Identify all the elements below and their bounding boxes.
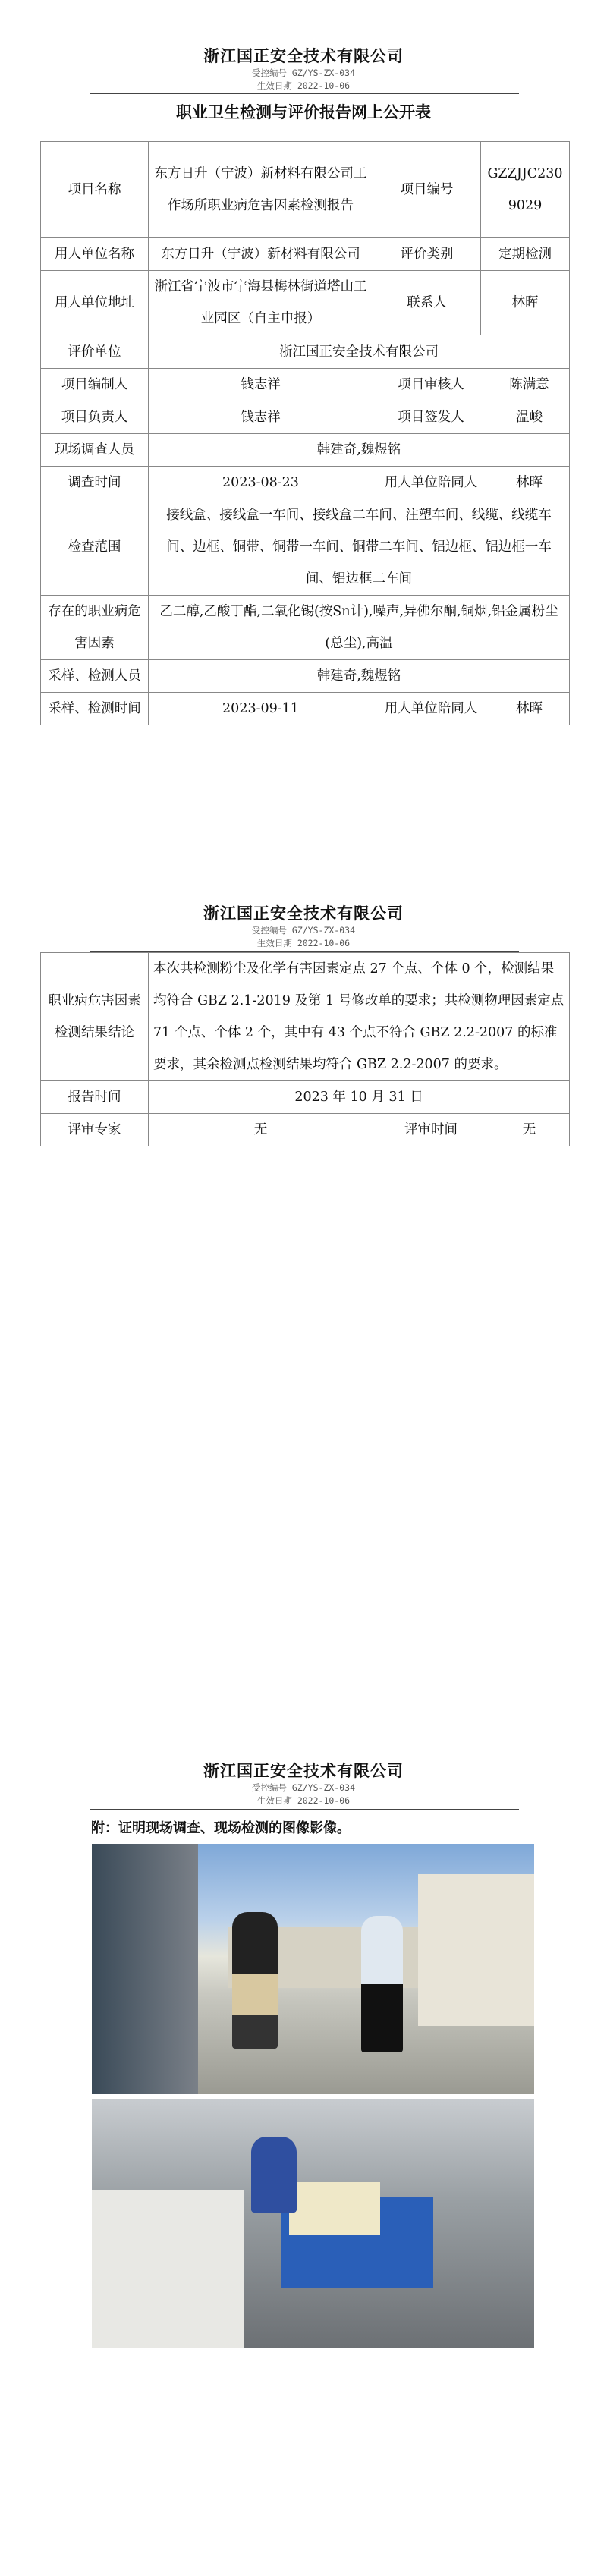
hazard-factors: 乙二醇,乙酸丁酯,二氧化锡(按Sn计),噪声,异佛尔酮,铜烟,铝金属粉尘(总尘),高温 (149, 596, 570, 660)
review-experts: 无 (149, 1114, 373, 1146)
cell-label: 现场调查人员 (41, 434, 149, 467)
samplers: 韩建奇,魏煜铭 (149, 660, 570, 693)
effective-date: 生效日期 2022-10-06 (256, 1795, 351, 1806)
conclusion-text: 本次共检测粉尘及化学有害因素定点 27 个点、个体 0 个，检测结果均符合 GBZ 2.1-2019 及第 1 号修改单的要求；共检测物理因素定点 71 个点、个体 2 个，其中有 43 个点不符合 GBZ 2.2-2007 的标准要求，其余检测点检测结果均符合 GBZ 2.2-2007 的要求。 (149, 953, 570, 1081)
header-divider (90, 93, 519, 94)
effective-date: 生效日期 2022-10-06 (256, 80, 351, 91)
cell-label: 采样、检测时间 (41, 693, 149, 725)
cell-label: 项目审核人 (373, 369, 489, 401)
eval-unit: 浙江国正安全技术有限公司 (149, 335, 570, 369)
sample-time: 2023-09-11 (149, 693, 373, 725)
cell-label: 职业病危害因素检测结果结论 (41, 953, 149, 1081)
surveyors: 韩建奇,魏煜铭 (149, 434, 570, 467)
control-number: 受控编号 GZ/YS-ZX-034 (251, 1782, 355, 1793)
cell-label: 评价单位 (41, 335, 149, 369)
cell-label: 项目负责人 (41, 401, 149, 434)
page3-header (0, 1759, 607, 1807)
cell-label: 项目编制人 (41, 369, 149, 401)
contact: 林晖 (481, 271, 570, 335)
appendix-note: 附：证明现场调查、现场检测的图像影像。 (91, 1820, 351, 1836)
reviewer: 陈满意 (489, 369, 570, 401)
cell-label: 用人单位陪同人 (373, 693, 489, 725)
site-testing-photo (92, 2099, 534, 2348)
cell-label: 用人单位名称 (41, 238, 149, 271)
project-number: GZZJJC2309029 (481, 142, 570, 238)
project-name: 东方日升（宁波）新材料有限公司工作场所职业病危害因素检测报告 (149, 142, 373, 238)
compiler: 钱志祥 (149, 369, 373, 401)
issuer: 温峻 (489, 401, 570, 434)
cell-label: 采样、检测人员 (41, 660, 149, 693)
page1-header (0, 44, 607, 93)
companion: 林晖 (489, 467, 570, 499)
document-title: 职业卫生检测与评价报告网上公开表 (176, 102, 431, 121)
conclusion-table (40, 952, 570, 1146)
header-divider (90, 1809, 519, 1810)
cell-label: 项目签发人 (373, 401, 489, 434)
cell-label: 评审专家 (41, 1114, 149, 1146)
employer-name: 东方日升（宁波）新材料有限公司 (149, 238, 373, 271)
cell-label: 项目名称 (41, 142, 149, 238)
disclosure-table (40, 141, 570, 725)
cell-label: 评价类别 (373, 238, 481, 271)
company-name: 浙江国正安全技术有限公司 (203, 46, 404, 65)
companion-2: 林晖 (489, 693, 570, 725)
company-name: 浙江国正安全技术有限公司 (203, 904, 404, 923)
cell-label: 项目编号 (373, 142, 481, 238)
survey-time: 2023-08-23 (149, 467, 373, 499)
control-number: 受控编号 GZ/YS-ZX-034 (251, 925, 355, 936)
cell-label: 用人单位陪同人 (373, 467, 489, 499)
cell-label: 联系人 (373, 271, 481, 335)
company-name: 浙江国正安全技术有限公司 (203, 1761, 404, 1780)
control-number: 受控编号 GZ/YS-ZX-034 (251, 68, 355, 78)
inspection-scope: 接线盒、接线盒一车间、接线盒二车间、注塑车间、线缆、线缆车间、边框、铜带、铜带一车间、铜带二车间、铝边框、铝边框一车间、铝边框二车间 (149, 499, 570, 596)
employer-address: 浙江省宁波市宁海县梅林街道塔山工业园区（自主申报） (149, 271, 373, 335)
report-time: 2023 年 10 月 31 日 (149, 1081, 570, 1114)
cell-label: 存在的职业病危害因素 (41, 596, 149, 660)
cell-label: 报告时间 (41, 1081, 149, 1114)
cell-label: 检查范围 (41, 499, 149, 596)
page2-header (0, 901, 607, 950)
site-survey-photo (92, 1844, 534, 2094)
effective-date: 生效日期 2022-10-06 (256, 938, 351, 948)
cell-label: 用人单位地址 (41, 271, 149, 335)
cell-label: 调查时间 (41, 467, 149, 499)
eval-type: 定期检测 (481, 238, 570, 271)
cell-label: 评审时间 (373, 1114, 489, 1146)
leader: 钱志祥 (149, 401, 373, 434)
review-time: 无 (489, 1114, 570, 1146)
